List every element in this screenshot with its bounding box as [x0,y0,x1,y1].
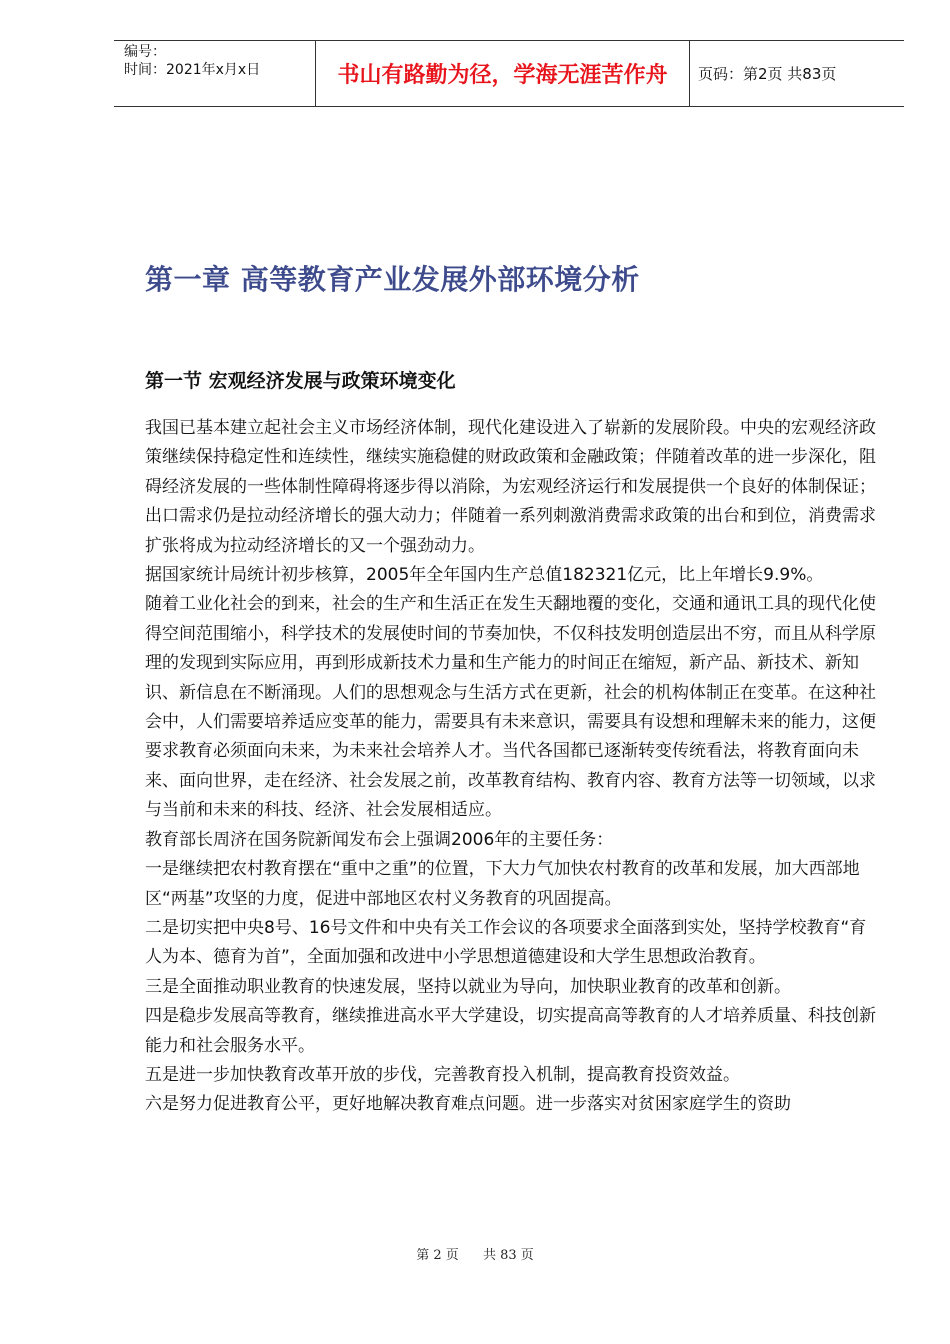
header-page-cell [690,41,904,106]
paragraph: 四是稳步发展高等教育，继续推进高水平大学建设，切实提高高等教育的人才培养质量、科技创新能力和社会服务水平。 [145,1006,876,1056]
footer-page-number: 第 2 页 [416,1248,459,1263]
paragraph: 教育部长周济在国务院新闻发布会上强调2006年的主要任务： [145,829,614,850]
section-title: 第一节 宏观经济发展与政策环境变化 [145,370,456,392]
paragraph: 六是努力促进教育公平，更好地解决教育难点问题。进一步落实对贫困家庭学生的资助 [145,1094,791,1115]
paragraph: 三是全面推动职业教育的快速发展，坚持以就业为导向，加快职业教育的改革和创新。 [145,976,791,997]
paragraph: 据国家统计局统计初步核算，2005年全年国内生产总值182321亿元，比上年增长9.9%。 [145,565,824,586]
footer-total-pages: 共 83 页 [482,1248,534,1263]
page-number-label: 页码：第2页 共83页 [698,65,837,83]
page-footer [0,1244,950,1263]
body-text [145,414,880,1120]
paragraph: 五是进一步加快教育改革开放的步伐，完善教育投入机制，提高教育投资效益。 [145,1064,740,1085]
header-motto-cell [316,41,690,106]
page-header [114,40,904,107]
serial-number-label: 编号： [124,44,166,60]
paragraph: 二是切实把中央8号、16号文件和中央有关工作会议的各项要求全面落到实处，坚持学校教育“育人为本、德育为首”，全面加强和改进中小学思想道德建设和大学生思想政治教育。 [145,917,867,968]
motto-text: 书山有路勤为径，学海无涯苦作舟 [337,62,668,88]
header-meta-cell [114,41,316,106]
paragraph: 一是继续把农村教育摆在“重中之重”的位置，下大力气加快农村教育的改革和发展，加大西部地区“两基”攻坚的力度，促进中部地区农村义务教育的巩固提高。 [145,859,860,909]
time-label: 时间：2021年x月x日 [124,62,261,78]
paragraph: 随着工业化社会的到来，社会的生产和生活正在发生天翻地覆的变化，交通和通讯工具的现代化使得空间范围缩小，科学技术的发展使时间的节奏加快，不仅科技发明创造层出不穷，而且从科学原理的发现到实际应用，再到形成新技术力量和生产能力的时间正在缩短，新产品、新技术、新知识、新信息在不断涌现。人们的思想观念与生活方式在更新，社会的机构体制正在变革。在这种社会中，人们需要培养适应变革的能力，需要具有未来意识，需要具有设想和理解未来的能力，这便要求教育必须面向未来，为未来社会培养人才。当代各国都已逐渐转变传统看法，将教育面向未来、面向世界，走在经济、社会发展之前，改革教育结构、教育内容、教育方法等一切领域，以求与当前和未来的科技、经济、社会发展相适应。 [145,594,876,821]
paragraph: 我国已基本建立起社会主义市场经济体制，现代化建设进入了崭新的发展阶段。中央的宏观经济政策继续保持稳定性和连续性，继续实施稳健的财政政策和金融政策；伴随着改革的进一步深化，阻碍经济发展的一些体制性障碍将逐步得以消除，为宏观经济运行和发展提供一个良好的体制保证；出口需求仍是拉动经济增长的强大动力；伴随着一系列刺激消费需求政策的出台和到位，消费需求扩张将成为拉动经济增长的又一个强劲动力。 [145,418,876,556]
chapter-title: 第一章 高等教育产业发展外部环境分析 [145,263,640,296]
